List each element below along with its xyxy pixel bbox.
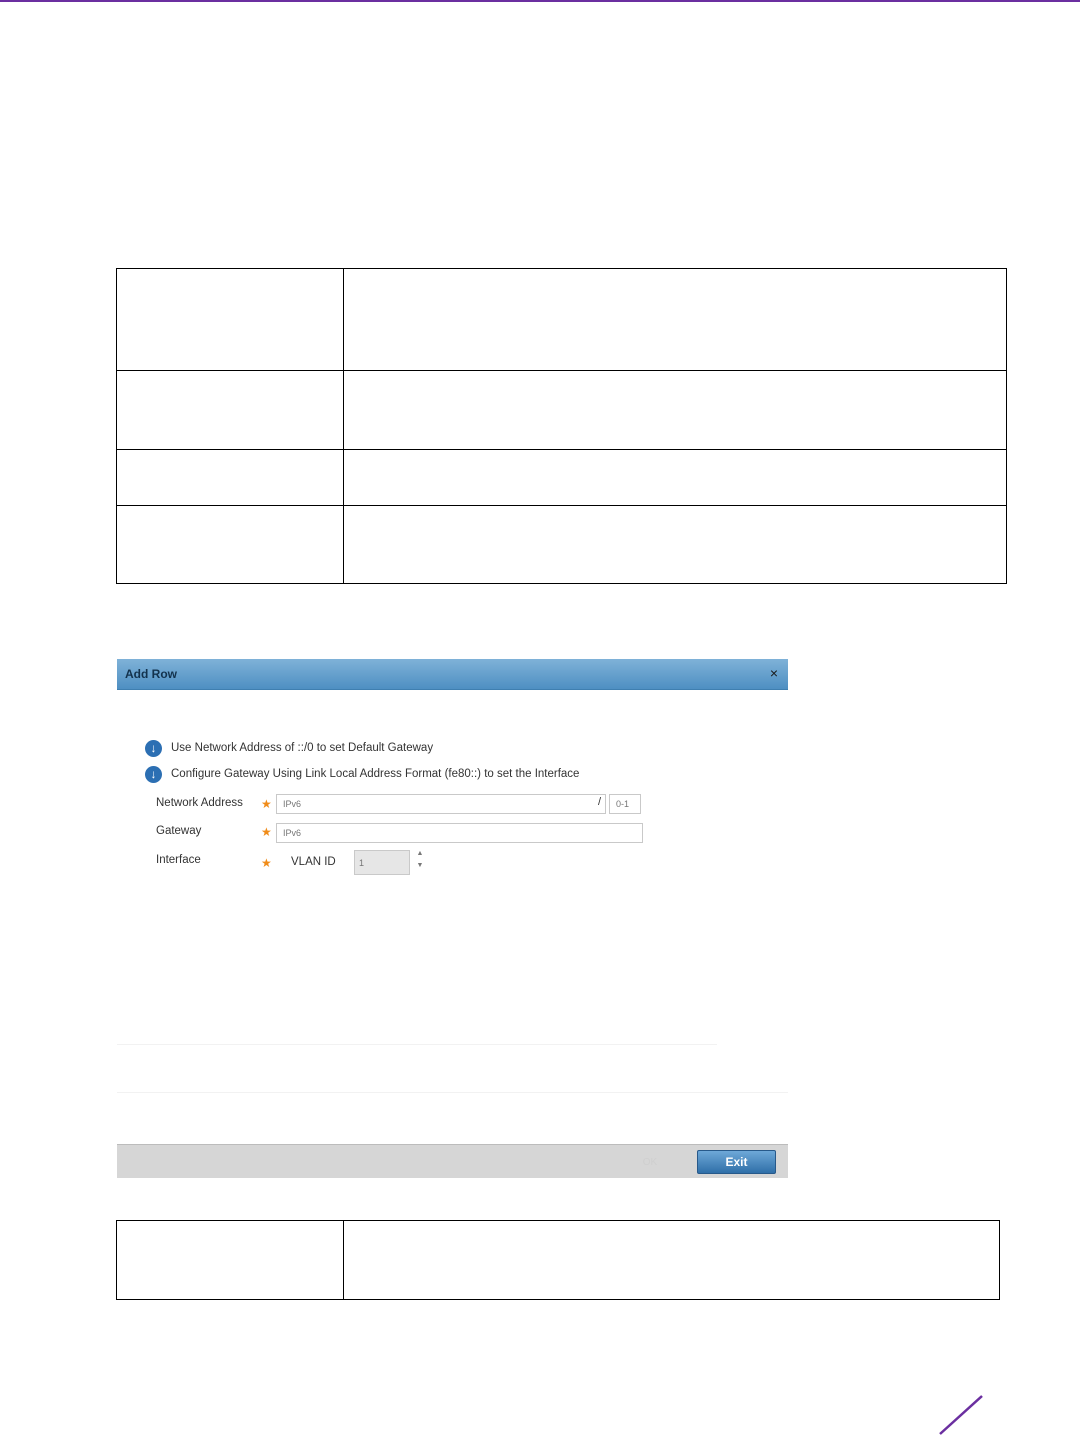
- prefix-separator: /: [598, 796, 602, 808]
- vlan-id-label: VLAN ID: [291, 856, 336, 868]
- info-text: Configure Gateway Using Link Local Address Format (fe80::) to set the Interface: [171, 768, 580, 780]
- exit-button[interactable]: Exit: [697, 1150, 776, 1174]
- info-arrow-icon: ↓: [145, 766, 162, 783]
- divider: [117, 1044, 717, 1045]
- vlan-id-input[interactable]: [354, 850, 410, 875]
- parameter-table-bottom: [116, 1220, 1000, 1300]
- parameter-table-top: [116, 268, 1007, 584]
- table-row: [117, 450, 1007, 506]
- page-top-rule: [0, 0, 1080, 2]
- page-corner-slash-icon: [936, 1394, 986, 1436]
- gateway-input[interactable]: [276, 823, 643, 843]
- required-star-icon: ★: [261, 825, 272, 839]
- spin-up-icon[interactable]: ▲: [416, 850, 424, 857]
- ok-button-disabled: OK: [642, 1157, 658, 1168]
- dialog-titlebar[interactable]: [117, 659, 788, 690]
- table-row: [117, 506, 1007, 584]
- dialog-title: Add Row: [125, 667, 177, 681]
- dialog-footer: [117, 1144, 788, 1178]
- network-address-input[interactable]: [276, 794, 606, 814]
- divider: [117, 1092, 788, 1093]
- network-address-label: Network Address: [156, 797, 243, 809]
- table-row: [117, 1221, 1000, 1300]
- gateway-label: Gateway: [156, 825, 202, 837]
- prefix-length-input[interactable]: [609, 794, 641, 814]
- table-row: [117, 269, 1007, 371]
- interface-label: Interface: [156, 854, 201, 866]
- required-star-icon: ★: [261, 856, 272, 870]
- close-icon[interactable]: ×: [769, 665, 778, 681]
- required-star-icon: ★: [261, 797, 272, 811]
- table-row: [117, 371, 1007, 450]
- spin-down-icon[interactable]: ▼: [416, 862, 424, 869]
- add-row-dialog: [117, 659, 788, 1178]
- vlan-id-spinner[interactable]: [413, 850, 427, 875]
- info-arrow-icon: ↓: [145, 740, 162, 757]
- info-text: Use Network Address of ::/0 to set Default Gateway: [171, 742, 434, 754]
